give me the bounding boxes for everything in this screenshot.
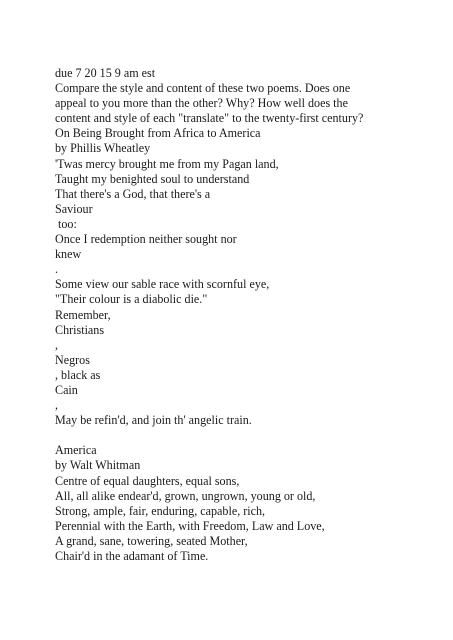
- poem-line: Christians: [55, 322, 105, 337]
- poem-line: Strong, ample, fair, enduring, capable, rich,: [55, 503, 266, 518]
- poem-author: by Phillis Wheatley: [55, 141, 151, 156]
- poem-line: May be refin'd, and join th' angelic train.: [55, 413, 252, 428]
- poem-line: Negros: [55, 352, 90, 367]
- poem-line: Once I redemption neither sought nor: [55, 232, 237, 247]
- poem-line: A grand, sane, towering, seated Mother,: [55, 533, 248, 548]
- poem-line: Centre of equal daughters, equal sons,: [55, 473, 240, 488]
- poem-line: ,: [55, 398, 59, 413]
- poem-line: Remember,: [55, 307, 111, 322]
- blank-line: [55, 428, 445, 443]
- poem-title: America: [55, 443, 97, 458]
- poem-line: , black as: [55, 367, 101, 382]
- poem-line: 'Twas mercy brought me from my Pagan land,: [55, 156, 279, 171]
- poem-line: Perennial with the Earth, with Freedom, Law and Love,: [55, 518, 325, 533]
- poem-line: Saviour: [55, 201, 93, 216]
- poem-line: All, all alike endear'd, grown, ungrown, young or old,: [55, 488, 316, 503]
- poem-author: by Walt Whitman: [55, 458, 141, 473]
- poem-title: On Being Brought from Africa to America: [55, 126, 261, 141]
- poem-line: That there's a God, that there's a: [55, 186, 211, 201]
- poem-line: knew: [55, 247, 82, 262]
- prompt-line: Compare the style and content of these two poems. Does one: [55, 81, 351, 96]
- poem-line: Cain: [55, 382, 78, 397]
- prompt-line: appeal to you more than the other? Why? How well does the: [55, 96, 348, 111]
- poem-line: Chair'd in the adamant of Time.: [55, 549, 209, 563]
- due-date-line: due 7 20 15 9 am est: [55, 66, 156, 80]
- poem-line: Some view our sable race with scornful eye,: [55, 277, 270, 292]
- poem-line: "Their colour is a diabolic die.": [55, 292, 208, 307]
- poem-line: Taught my benighted soul to understand: [55, 171, 250, 186]
- prompt-line: content and style of each "translate" to the twenty-first century?: [55, 111, 364, 126]
- document-text: [55, 66, 445, 564]
- poem-line: .: [55, 262, 59, 277]
- poem-line: too:: [55, 216, 77, 231]
- poem-line: ,: [55, 337, 59, 352]
